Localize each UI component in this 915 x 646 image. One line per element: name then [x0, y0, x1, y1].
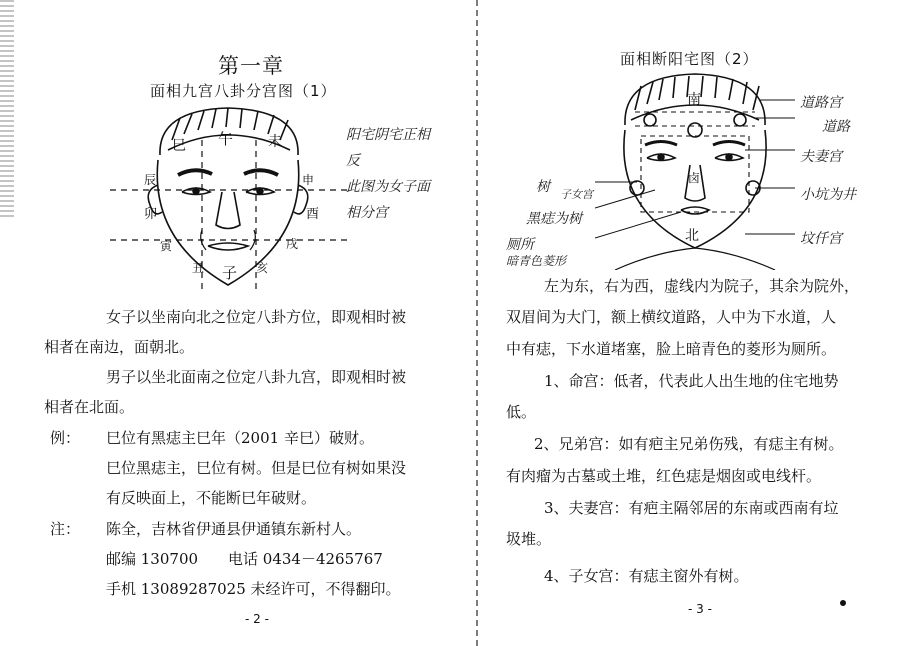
paragraph-line: 1、命宫：低者，代表此人出生地的住宅地势: [544, 372, 839, 390]
page-number-right: - 3 -: [688, 602, 712, 616]
figure-1-title: 面相九宫八卦分宫图（1）: [150, 82, 337, 100]
example-line: 巳位有黑痣主巳年（2001 辛巳）破财。: [106, 429, 374, 447]
handwritten-label: 树: [536, 179, 550, 195]
handwritten-note-line-1: 阳宅阴宅正相: [346, 127, 430, 143]
handwritten-note-line-2: 反: [346, 153, 360, 169]
note-label: 注：: [50, 520, 81, 538]
paragraph-line: 2、兄弟宫：如有疤主兄弟伤残，有痣主有树。: [534, 435, 844, 453]
face-diagram-2: [595, 70, 795, 270]
paragraph-line: 3、夫妻宫：有疤主隔邻居的东南或西南有垃: [544, 499, 839, 517]
label-si: 巳: [172, 138, 186, 154]
label-chen: 辰: [144, 173, 157, 187]
label-shen: 申: [302, 173, 315, 187]
figure-2-title: 面相断阳宅图（2）: [620, 50, 759, 68]
label-wei: 未: [268, 134, 282, 150]
handwritten-label: 黑痣为树: [526, 211, 582, 227]
label-you: 酉: [306, 207, 320, 222]
label-center: 卤: [688, 171, 701, 185]
face-diagram-1: [110, 100, 350, 295]
handwritten-label: 道路: [822, 119, 850, 135]
label-north: 北: [685, 228, 699, 244]
handwritten-label: 小坑为井: [800, 187, 856, 203]
example-label: 例：: [50, 429, 81, 447]
label-hai: 亥: [256, 261, 269, 275]
note-line: 陈全，吉林省伊通县伊通镇东新村人。: [106, 520, 362, 538]
paragraph-line: 相者在北面。: [44, 398, 135, 416]
paragraph-line: 圾堆。: [506, 530, 552, 548]
note-line: 邮编 130700 电话 0434－4265767: [106, 550, 383, 568]
label-mao: 卯: [144, 207, 158, 222]
paragraph-line: 相者在南边，面朝北。: [44, 338, 195, 356]
right-page: [470, 0, 915, 646]
label-wu: 午: [218, 130, 234, 148]
handwritten-note-line-3: 此图为女子面: [346, 179, 430, 195]
handwritten-label: 坟仟宫: [800, 231, 842, 247]
handwritten-label: 暗青色菱形: [506, 254, 567, 268]
paragraph-line: 男子以坐北面南之位定八卦九宫，即观相时被: [106, 368, 407, 386]
paragraph-line: 低。: [506, 403, 537, 421]
paragraph-line: 4、子女宫：有痣主窗外有树。: [544, 567, 749, 585]
handwritten-label: 夫妻宫: [800, 149, 842, 165]
handwritten-label: 道路宫: [800, 95, 842, 111]
label-chou: 丑: [192, 261, 205, 275]
paragraph-line: 双眉间为大门，额上横纹道路，人中为下水道，人: [506, 308, 837, 326]
scan-speck: [840, 600, 846, 606]
paragraph-line: 中有痣，下水道堵塞，脸上暗青色的菱形为厕所。: [506, 340, 837, 358]
paragraph-line: 有肉瘤为古墓或土堆，红色痣是烟囱或电线杆。: [506, 467, 822, 485]
handwritten-note-line-4: 相分宫: [346, 205, 388, 221]
example-line: 巳位黑痣主，巳位有树。但是巳位有树如果没: [106, 459, 407, 477]
paragraph-line: 左为东，右为西，虚线内为院子，其余为院外，: [544, 277, 860, 295]
page-number-left: - 2 -: [245, 612, 269, 626]
label-zi: 子: [222, 264, 238, 282]
handwritten-label: 子女宫: [560, 188, 593, 201]
handwritten-label: 厕所: [506, 237, 534, 253]
label-south: 南: [687, 92, 701, 108]
note-line: 手机 13089287025 未经许可，不得翻印。: [106, 580, 401, 598]
label-xu: 戌: [286, 237, 299, 251]
paragraph-line: 女子以坐南向北之位定八卦方位，即观相时被: [106, 308, 407, 326]
label-yin: 寅: [160, 239, 173, 253]
chapter-title: 第一章: [218, 54, 284, 78]
example-line: 有反映面上，不能断巳年破财。: [106, 489, 317, 507]
